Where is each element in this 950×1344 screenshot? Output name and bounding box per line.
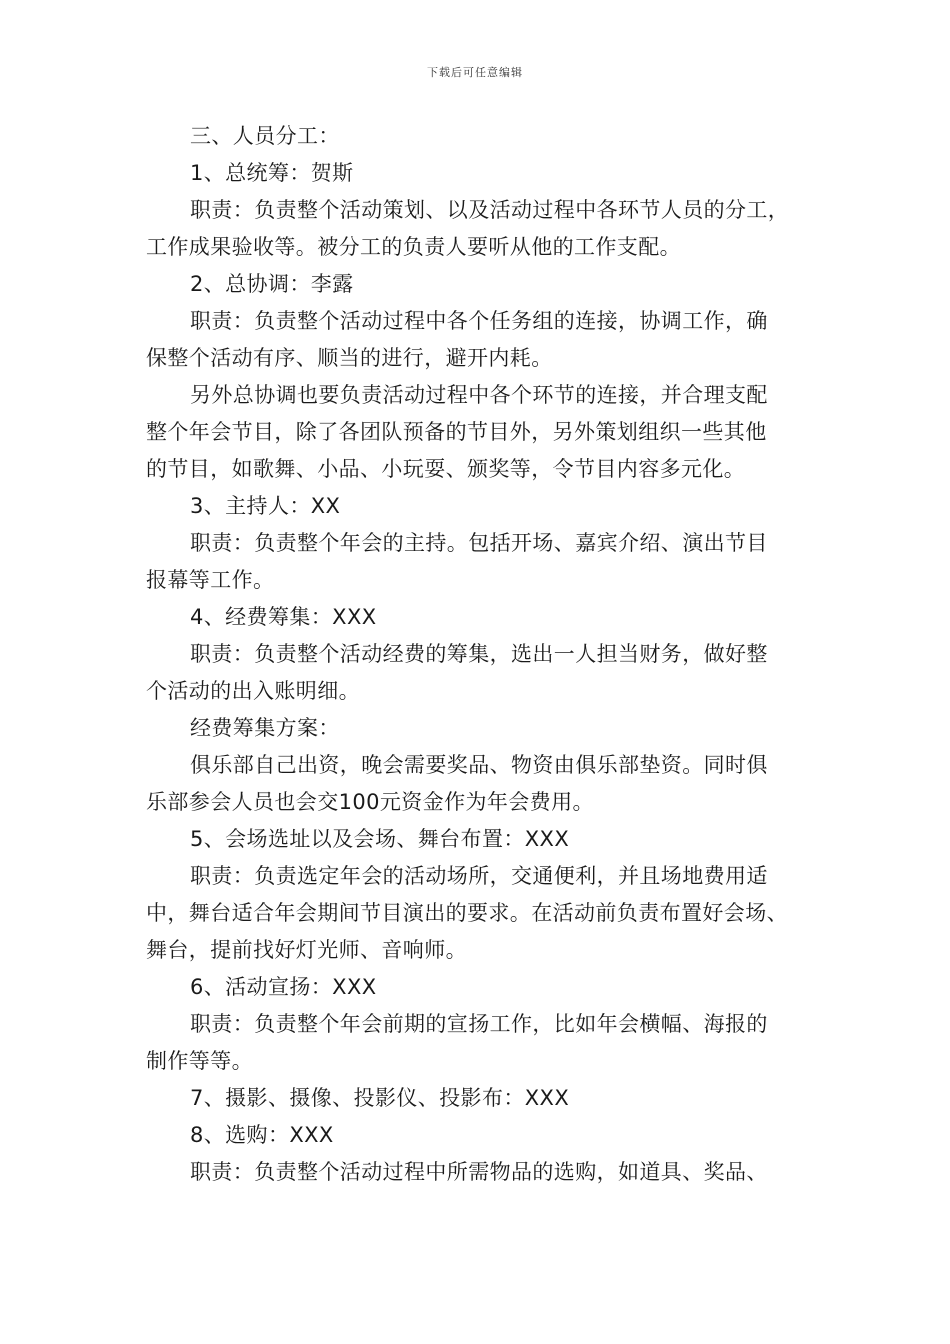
- paragraph-line: 职责：负责选定年会的活动场所，交通便利，并且场地费用适: [190, 864, 768, 888]
- paragraph-line: 职责：负责整个年会的主持。包括开场、嘉宾介绍、演出节目: [190, 531, 768, 555]
- paragraph-line: 中，舞台适合年会期间节目演出的要求。在活动前负责布置好会场、: [146, 901, 788, 925]
- paragraph-line: 1、总统筹：贺斯: [190, 161, 354, 185]
- paragraph-line: 职责：负责整个活动经费的筹集，选出一人担当财务，做好整: [190, 642, 768, 666]
- paragraph-line: 舞台，提前找好灯光师、音响师。: [146, 938, 467, 962]
- paragraph-line: 工作成果验收等。被分工的负责人要听从他的工作支配。: [146, 235, 681, 259]
- paragraph-line: 俱乐部自己出资，晚会需要奖品、物资由俱乐部垫资。同时俱: [190, 753, 768, 777]
- paragraph-line: 6、活动宣扬：XXX: [190, 975, 377, 999]
- paragraph-line: 个活动的出入账明细。: [146, 679, 360, 703]
- paragraph-line: 三、人员分工：: [190, 124, 340, 148]
- paragraph-line: 经费筹集方案：: [190, 716, 340, 740]
- paragraph-line: 4、经费筹集：XXX: [190, 605, 377, 629]
- paragraph-line: 5、会场选址以及会场、舞台布置：XXX: [190, 827, 570, 851]
- paragraph-line: 职责：负责整个年会前期的宣扬工作，比如年会横幅、海报的: [190, 1012, 768, 1036]
- paragraph-line: 3、主持人：XX: [190, 494, 341, 518]
- paragraph-line: 报幕等工作。: [146, 568, 275, 592]
- paragraph-line: 8、选购：XXX: [190, 1123, 334, 1147]
- paragraph-line: 整个年会节目，除了各团队预备的节目外，另外策划组织一些其他: [146, 420, 767, 444]
- document-body: [146, 118, 811, 1191]
- paragraph-line: 的节目，如歌舞、小品、小玩耍、颁奖等，令节目内容多元化。: [146, 457, 746, 481]
- paragraph-line: 职责：负责整个活动策划、以及活动过程中各环节人员的分工，: [190, 198, 790, 222]
- paragraph-line: 职责：负责整个活动过程中各个任务组的连接，协调工作，确: [190, 309, 768, 333]
- paragraph-line: 7、摄影、摄像、投影仪、投影布：XXX: [190, 1086, 570, 1110]
- page-header: 下载后可任意编辑: [427, 66, 523, 79]
- paragraph-line: 保整个活动有序、顺当的进行，避开内耗。: [146, 346, 553, 370]
- paragraph-line: 2、总协调：李露: [190, 272, 354, 296]
- paragraph-line: 另外总协调也要负责活动过程中各个环节的连接，并合理支配: [190, 383, 768, 407]
- paragraph-line: 职责：负责整个活动过程中所需物品的选购，如道具、奖品、: [190, 1160, 768, 1184]
- paragraph-line: 乐部参会人员也会交100元资金作为年会费用。: [146, 790, 594, 814]
- paragraph-line: 制作等等。: [146, 1049, 253, 1073]
